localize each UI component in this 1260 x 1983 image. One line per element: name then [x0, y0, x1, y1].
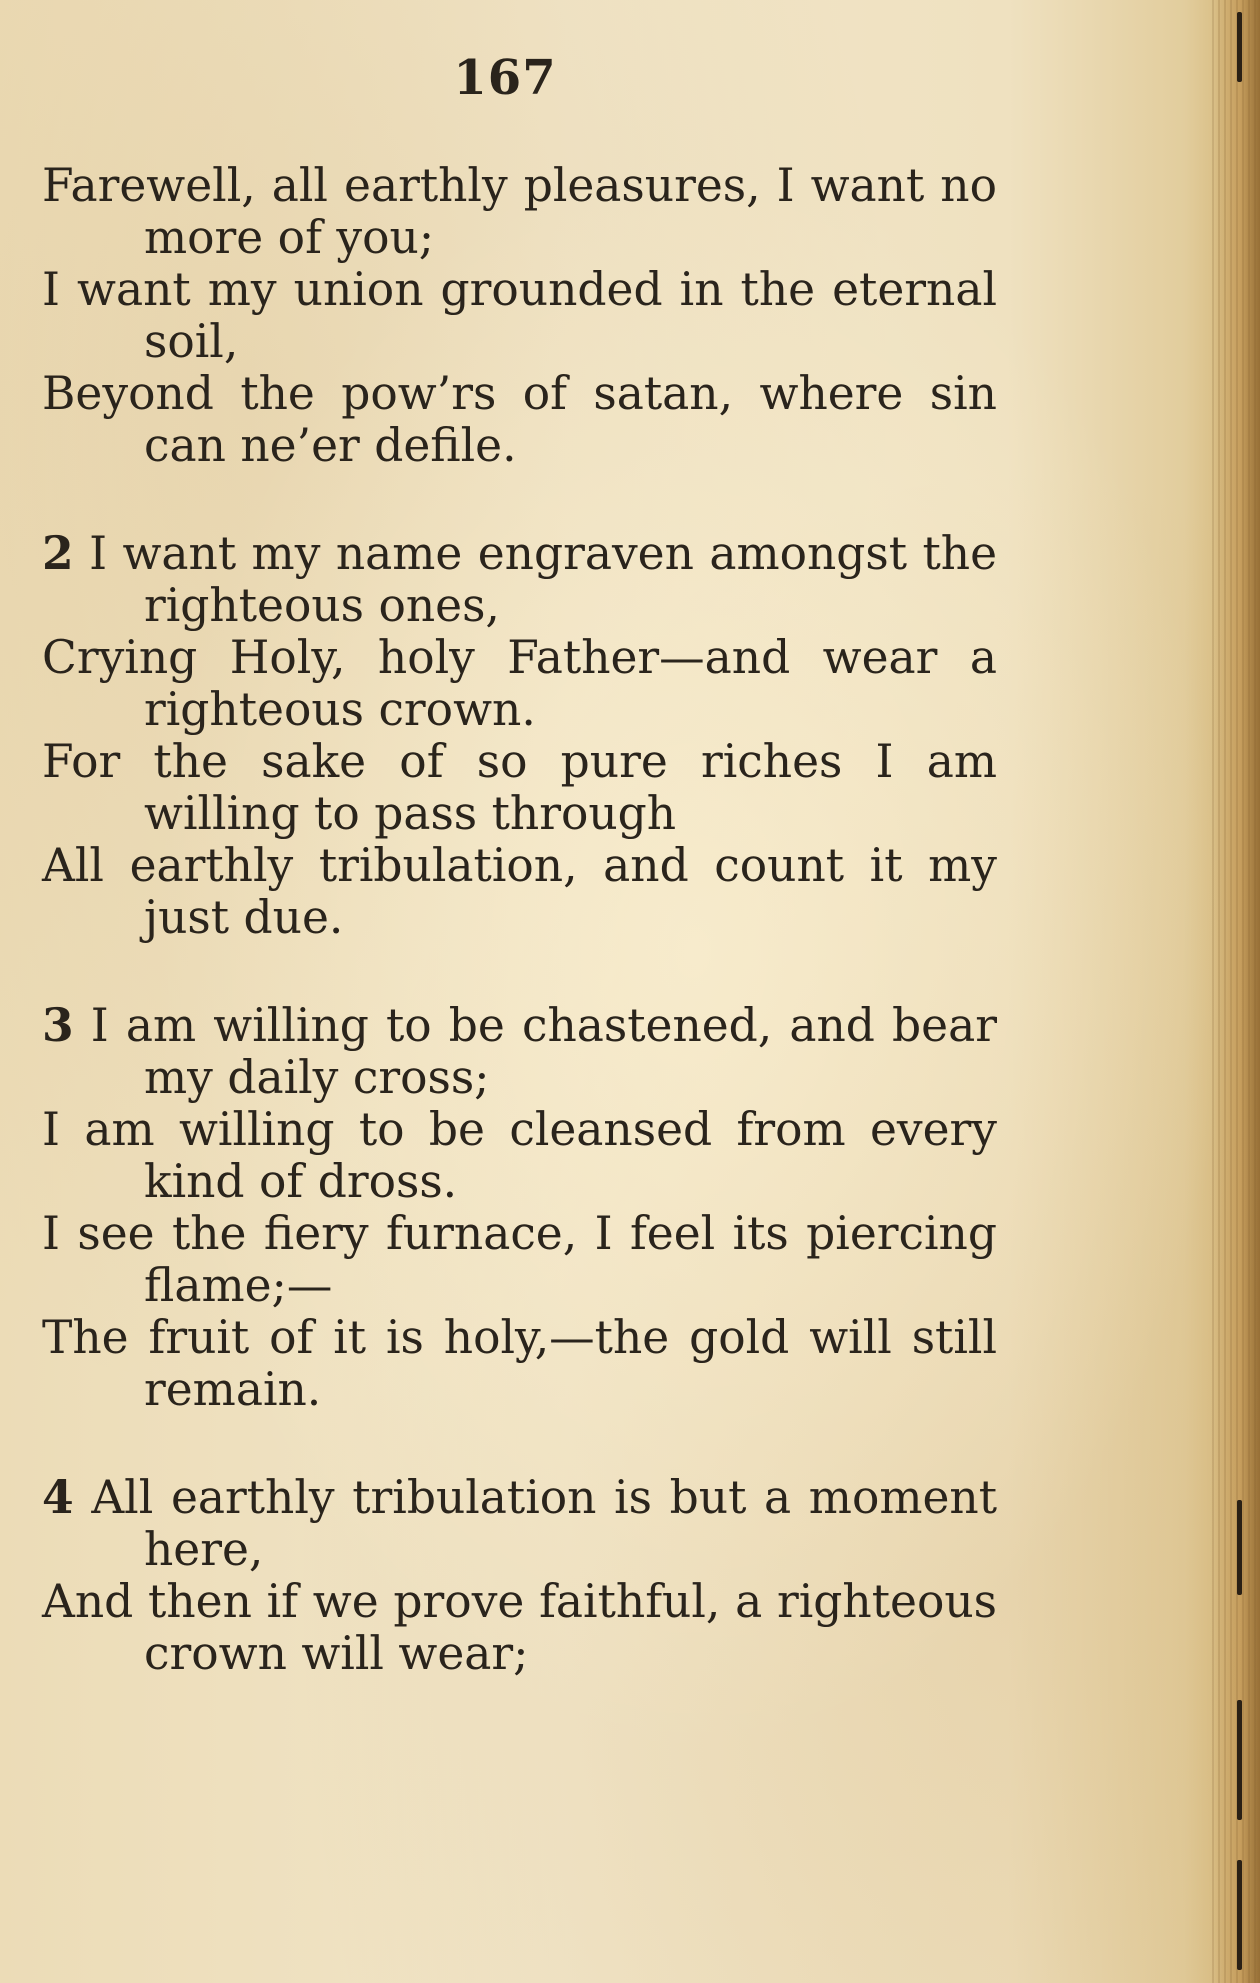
verse-line: Farewell, all earthly pleasures, I want no more of you;	[42, 159, 997, 264]
spine-mark	[1237, 12, 1242, 82]
stanza-number: 4	[42, 1470, 74, 1524]
verse-line-text: All earthly tribulation is but a moment here,	[91, 1471, 998, 1576]
verse-line: Crying Holy, holy Father—and wear a righteous crown.	[42, 631, 997, 736]
stanza-2	[42, 527, 997, 944]
stanza-1	[42, 160, 997, 472]
page-edge	[1212, 0, 1260, 1983]
spine-mark	[1237, 1500, 1242, 1595]
stanza-4	[42, 1471, 997, 1680]
verse-line-first	[42, 999, 997, 1104]
spine-mark	[1237, 1860, 1242, 1970]
hymn-text	[42, 160, 997, 1735]
verse-line: Beyond the pow’rs of satan, where sin can ne’er defile.	[42, 367, 997, 472]
stanza-3	[42, 999, 997, 1416]
verse-line-first	[42, 527, 997, 632]
verse-line: I see the fiery furnace, I feel its piercing flame;—	[42, 1207, 997, 1312]
verse-line-first	[42, 1471, 997, 1576]
verse-line: For the sake of so pure riches I am willing to pass through	[42, 735, 997, 840]
stanza-number: 3	[42, 998, 74, 1052]
spine-mark	[1237, 1700, 1242, 1820]
verse-line: The fruit of it is holy,—the gold will still remain.	[42, 1311, 997, 1416]
page-number: 167	[453, 50, 557, 106]
verse-line-text: I am willing to be chastened, and bear my daily cross;	[90, 999, 997, 1104]
verse-line: And then if we prove faithful, a righteous crown will wear;	[42, 1575, 997, 1680]
verse-line-text: I want my name engraven amongst the righteous ones,	[89, 527, 997, 632]
verse-line: All earthly tribulation, and count it my just due.	[42, 839, 997, 944]
verse-line: I am willing to be cleansed from every kind of dross.	[42, 1103, 997, 1208]
stanza-number: 2	[42, 526, 74, 580]
verse-line: I want my union grounded in the eternal soil,	[42, 263, 997, 368]
